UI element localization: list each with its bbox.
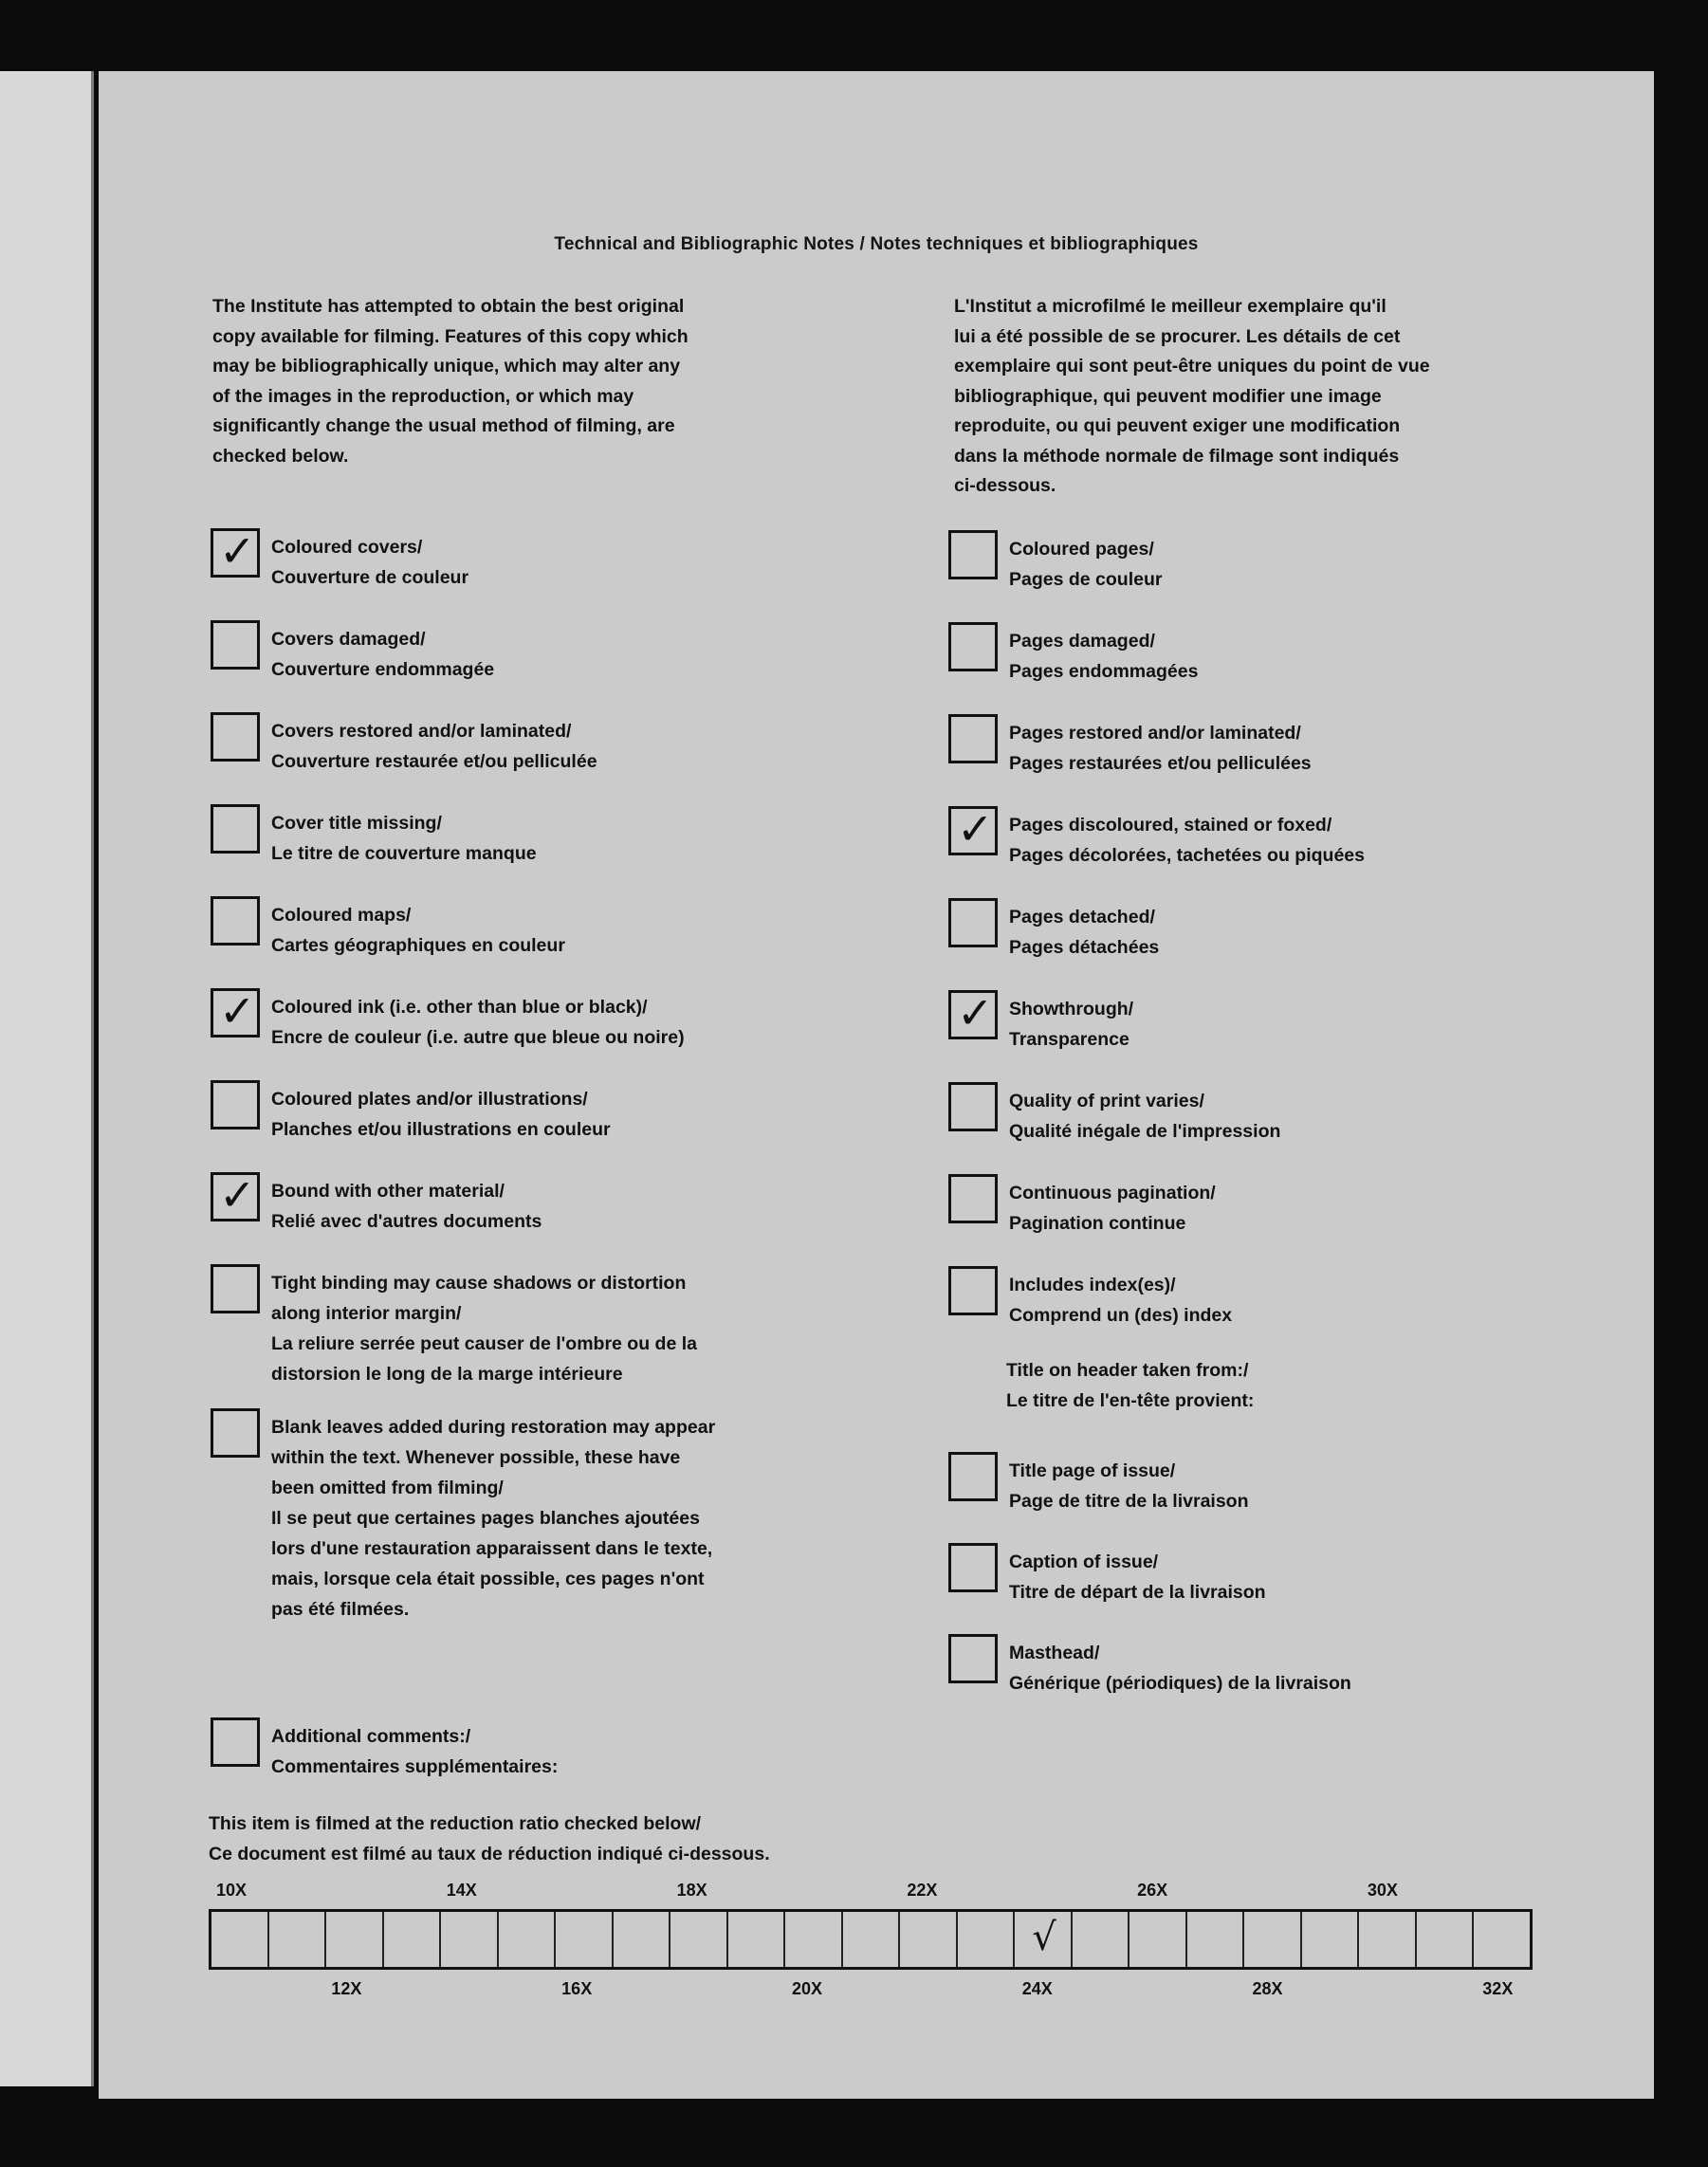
checked-checkbox[interactable] (211, 528, 260, 578)
item-label-line: Coloured maps/ (271, 905, 412, 926)
right-item (948, 622, 1198, 687)
item-label-line: Tight binding may cause shadows or distortion (271, 1273, 687, 1294)
intro-en-line: checked below. (212, 445, 349, 467)
checkbox[interactable] (948, 898, 998, 947)
item-label-line: Continuous pagination/ (1009, 1183, 1216, 1203)
item-label-line: Coloured pages/ (1009, 539, 1154, 560)
checked-checkbox[interactable] (211, 988, 260, 1038)
item-label-line: lors d'une restauration apparaissent dans le texte, (271, 1538, 713, 1559)
scale-cell[interactable] (1359, 1912, 1417, 1967)
item-label-line: Titre de départ de la livraison (1009, 1582, 1266, 1603)
item-label-line: Coloured plates and/or illustrations/ (271, 1089, 588, 1110)
reduction-ratio-note (209, 1809, 770, 1869)
tick-label-top: 26X (1137, 1881, 1168, 1900)
item-label-line: Quality of print varies/ (1009, 1091, 1204, 1111)
intro-fr-line: L'Institut a microfilmé le meilleur exemplaire qu'il (954, 296, 1387, 317)
item-label-line: Blank leaves added during restoration may appear (271, 1417, 716, 1438)
scale-cell-checked[interactable] (1015, 1912, 1073, 1967)
scale-cell[interactable] (1129, 1912, 1187, 1967)
tick-label-bottom: 28X (1252, 1979, 1283, 1998)
tick-label-bottom: 20X (791, 1979, 822, 1998)
item-label-line: Caption of issue/ (1009, 1552, 1159, 1572)
left-item (211, 1080, 611, 1145)
left-item (211, 896, 565, 961)
item-label-line: Coloured covers/ (271, 537, 423, 558)
intro-en-line: significantly change the usual method of filming, are (212, 415, 675, 436)
item-label-line: Le titre de couverture manque (271, 843, 537, 864)
checkbox[interactable] (948, 530, 998, 579)
checkbox[interactable] (211, 804, 260, 854)
intro-fr-line: exemplaire qui sont peut-être uniques du point de vue (954, 356, 1430, 376)
intro-english (212, 292, 791, 471)
item-label-line: pas été filmées. (271, 1599, 410, 1620)
right-item (948, 1452, 1249, 1516)
scale-cell[interactable] (670, 1912, 728, 1967)
tick-label-top: 10X (216, 1881, 248, 1900)
intro-fr-line: bibliographique, qui peuvent modifier une image (954, 385, 1382, 407)
right-item (948, 1634, 1351, 1699)
intro-en-line: The Institute has attempted to obtain the best original (212, 296, 685, 317)
scale-cell[interactable] (1073, 1912, 1130, 1967)
scale-cell[interactable] (1417, 1912, 1475, 1967)
notes-page (99, 71, 1654, 2099)
item-label-line: Couverture endommagée (271, 659, 495, 680)
intro-fr-line: reproduite, ou qui peuvent exiger une modification (954, 415, 1401, 436)
intro-en-line: may be bibliographically unique, which may alter any (212, 356, 681, 376)
left-item-label (271, 1268, 697, 1389)
item-label-line: Relié avec d'autres documents (271, 1211, 542, 1232)
checkbox[interactable] (948, 714, 998, 763)
right-item-label (1009, 1178, 1216, 1239)
left-item (211, 712, 597, 777)
item-label-line: Encre de couleur (i.e. autre que bleue ou noire) (271, 1027, 685, 1048)
left-item (211, 620, 494, 685)
checkbox[interactable] (948, 622, 998, 671)
right-item-label (1009, 534, 1162, 595)
checkbox[interactable] (211, 896, 260, 946)
right-item-label (1009, 626, 1198, 687)
title-header-line: Title on header taken from:/ (1006, 1360, 1249, 1381)
item-label-line: Cover title missing/ (271, 813, 442, 834)
item-label-line: mais, lorsque cela était possible, ces pages n'ont (271, 1569, 705, 1589)
left-item-label (271, 716, 597, 777)
left-item-label (271, 532, 468, 593)
item-label-line: Transparence (1009, 1029, 1129, 1050)
right-item (948, 1543, 1266, 1607)
item-label-line: Générique (périodiques) de la livraison (1009, 1673, 1351, 1694)
scale-cell[interactable] (900, 1912, 958, 1967)
left-item-label (271, 992, 685, 1053)
scale-cell[interactable] (211, 1912, 269, 1967)
tick-label-top: 22X (907, 1881, 938, 1900)
right-item-label (1009, 1547, 1266, 1607)
reduction-line: Ce document est filmé au taux de réduction indiqué ci-dessous. (209, 1844, 770, 1864)
item-label-line: Couverture restaurée et/ou pelliculée (271, 751, 597, 772)
scale-cell[interactable] (843, 1912, 901, 1967)
item-label-line: Comprend un (des) index (1009, 1305, 1233, 1326)
left-item (211, 804, 537, 869)
scale-cell[interactable] (499, 1912, 557, 1967)
scale-cell[interactable] (326, 1912, 384, 1967)
intro-french (954, 292, 1561, 502)
scale-cell[interactable] (384, 1912, 442, 1967)
right-item-label (1009, 1086, 1280, 1147)
intro-fr-line: dans la méthode normale de filmage sont indiqués (954, 445, 1400, 467)
item-label-line: Pages détachées (1009, 937, 1160, 958)
right-item (948, 898, 1159, 963)
item-label-line: Page de titre de la livraison (1009, 1491, 1249, 1512)
item-label-line: distorsion le long de la marge intérieure (271, 1364, 623, 1385)
right-item-label (1009, 810, 1365, 871)
item-label-line: Includes index(es)/ (1009, 1275, 1176, 1295)
checkbox[interactable] (211, 712, 260, 762)
item-label-line: Additional comments:/ (271, 1726, 471, 1747)
item-label-line: been omitted from filming/ (271, 1478, 504, 1498)
reduction-line: This item is filmed at the reduction ratio checked below/ (209, 1813, 702, 1834)
item-label-line: Covers restored and/or laminated/ (271, 721, 572, 742)
right-item (948, 990, 1133, 1055)
item-label-line: Couverture de couleur (271, 567, 469, 588)
scale-cell[interactable] (958, 1912, 1016, 1967)
item-label-line: Pages discoloured, stained or foxed/ (1009, 815, 1332, 836)
intro-fr-line: ci-dessous. (954, 475, 1056, 496)
item-label-line: Pages restaurées et/ou pelliculées (1009, 753, 1312, 774)
left-item (211, 1408, 715, 1625)
checkbox[interactable] (211, 1264, 260, 1313)
scale-cell[interactable] (728, 1912, 786, 1967)
tick-label-bottom: 12X (331, 1979, 362, 1998)
item-label-line: Pages décolorées, tachetées ou piquées (1009, 845, 1365, 866)
item-label-line: Qualité inégale de l'impression (1009, 1121, 1281, 1142)
left-item (211, 1717, 558, 1782)
scale-cell[interactable] (785, 1912, 843, 1967)
right-item (948, 1266, 1232, 1331)
checkbox[interactable] (948, 1266, 998, 1315)
right-item-label (1009, 902, 1159, 963)
scale-cell[interactable] (1474, 1912, 1530, 1967)
title-header-note (1006, 1355, 1254, 1416)
item-label-line: Coloured ink (i.e. other than blue or black)/ (271, 997, 648, 1018)
item-label-line: Il se peut que certaines pages blanches ajoutées (271, 1508, 700, 1529)
scale-cell[interactable] (269, 1912, 327, 1967)
right-item (948, 806, 1365, 871)
left-item-label (271, 1412, 715, 1625)
item-label-line: La reliure serrée peut causer de l'ombre ou de la (271, 1333, 697, 1354)
checkbox[interactable] (948, 1082, 998, 1131)
checked-checkbox[interactable] (948, 990, 998, 1039)
right-item-label (1009, 1456, 1249, 1516)
reduction-scale (209, 1909, 1533, 1970)
item-label-line: Pages restored and/or laminated/ (1009, 723, 1301, 744)
left-item (211, 1264, 697, 1389)
checkbox[interactable] (948, 1174, 998, 1223)
item-label-line: Covers damaged/ (271, 629, 426, 650)
checkbox[interactable] (211, 1408, 260, 1458)
tick-label-bottom: 16X (561, 1979, 593, 1998)
checkbox[interactable] (948, 1543, 998, 1592)
title-header-line: Le titre de l'en-tête provient: (1006, 1390, 1255, 1411)
item-label-line: Pages de couleur (1009, 569, 1163, 590)
item-label-line: Masthead/ (1009, 1643, 1100, 1663)
left-item-label (271, 1176, 542, 1237)
item-label-line: along interior margin/ (271, 1303, 462, 1324)
intro-fr-line: lui a été possible de se procurer. Les détails de cet (954, 325, 1401, 347)
item-label-line: Cartes géographiques en couleur (271, 935, 565, 956)
item-label-line: Pages detached/ (1009, 907, 1155, 927)
checked-checkbox[interactable] (211, 1172, 260, 1221)
left-item (211, 988, 685, 1053)
checkbox[interactable] (211, 620, 260, 670)
tick-label-bottom: 24X (1021, 1979, 1053, 1998)
adjacent-page-edge (0, 71, 94, 2086)
item-label-line: Pagination continue (1009, 1213, 1186, 1234)
right-item (948, 714, 1312, 779)
left-item-label (271, 1721, 558, 1782)
scale-cell[interactable] (556, 1912, 614, 1967)
tick-label-top: 14X (446, 1881, 477, 1900)
scale-cell[interactable] (1302, 1912, 1360, 1967)
page-title: Technical and Bibliographic Notes / Notes techniques et bibliographiques (554, 234, 1199, 254)
right-item-label (1009, 1638, 1351, 1699)
tick-label-top: 18X (676, 1881, 707, 1900)
item-label-line: Commentaires supplémentaires: (271, 1756, 559, 1777)
checkbox[interactable] (211, 1717, 260, 1767)
checkbox[interactable] (948, 1634, 998, 1683)
intro-en-line: copy available for filming. Features of this copy which (212, 325, 689, 347)
item-label-line: Showthrough/ (1009, 999, 1134, 1019)
left-item-label (271, 1084, 611, 1145)
item-label-line: within the text. Whenever possible, these have (271, 1447, 681, 1468)
right-item (948, 1082, 1280, 1147)
item-label-line: Title page of issue/ (1009, 1460, 1176, 1481)
right-item (948, 1174, 1216, 1239)
right-item-label (1009, 718, 1312, 779)
tick-label-bottom: 32X (1482, 1979, 1514, 1998)
scale-cell[interactable] (1244, 1912, 1302, 1967)
scale-cell[interactable] (614, 1912, 671, 1967)
left-item-label (271, 808, 537, 869)
tick-label-top: 30X (1367, 1881, 1398, 1900)
item-label-line: Bound with other material/ (271, 1181, 505, 1202)
checkbox[interactable] (948, 1452, 998, 1501)
right-item-label (1009, 1270, 1232, 1331)
left-item (211, 528, 468, 593)
item-label-line: Planches et/ou illustrations en couleur (271, 1119, 611, 1140)
checked-checkbox[interactable] (948, 806, 998, 855)
intro-en-line: of the images in the reproduction, or which may (212, 385, 634, 407)
left-item-label (271, 900, 565, 961)
item-label-line: Pages endommagées (1009, 661, 1199, 682)
item-label-line: Pages damaged/ (1009, 631, 1155, 652)
checkbox[interactable] (211, 1080, 260, 1129)
left-item-label (271, 624, 494, 685)
right-item (948, 530, 1162, 595)
left-item (211, 1172, 542, 1237)
right-item-label (1009, 994, 1133, 1055)
scale-cell[interactable] (1187, 1912, 1245, 1967)
scale-cell[interactable] (441, 1912, 499, 1967)
